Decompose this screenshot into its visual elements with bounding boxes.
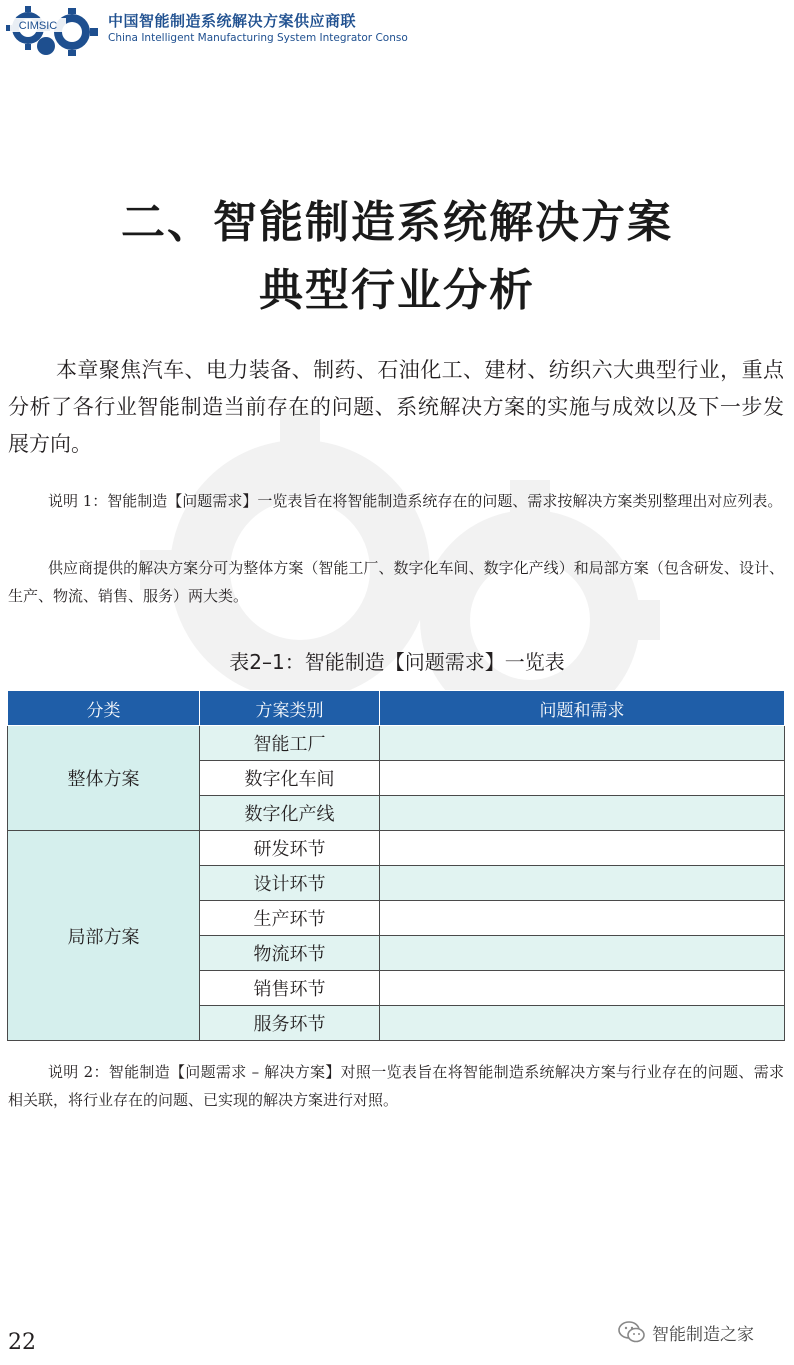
wechat-account-name: 智能制造之家 — [652, 1324, 754, 1345]
problems-cell — [380, 866, 785, 901]
solution-type-cell: 数字化车间 — [200, 761, 380, 796]
solution-type-cell: 设计环节 — [200, 866, 380, 901]
solution-type-cell: 物流环节 — [200, 936, 380, 971]
solution-type-cell: 智能工厂 — [200, 726, 380, 761]
note-1: 说明 1：智能制造【问题需求】一览表旨在将智能制造系统存在的问题、需求按解决方案类别整理出对应列表。 — [48, 492, 783, 510]
problems-cell — [380, 1006, 785, 1041]
problems-cell — [380, 936, 785, 971]
wechat-account[interactable] — [618, 1318, 754, 1346]
chapter-title-line-1: 二、智能制造系统解决方案 — [121, 197, 673, 248]
note-2: 说明 2：智能制造【问题需求 – 解决方案】对照一览表旨在将智能制造系统解决方案与行业存在的问题、需求相关联，将行业存在的问题、已实现的解决方案进行对照。 — [8, 1063, 784, 1109]
solution-type-cell: 生产环节 — [200, 901, 380, 936]
chapter-title-line-2: 典型行业分析 — [259, 265, 535, 316]
category-partial: 局部方案 — [8, 831, 200, 1041]
requirements-table — [7, 690, 785, 1041]
logo-text: CIMSIC — [18, 20, 58, 32]
page-header — [6, 2, 408, 58]
table-header-row — [8, 691, 785, 726]
org-name-cn: 中国智能制造系统解决方案供应商联 — [108, 12, 357, 30]
header-solution-type: 方案类别 — [200, 691, 380, 726]
page-number: 22 — [8, 1330, 36, 1355]
problems-cell — [380, 761, 785, 796]
table-row — [8, 726, 785, 761]
note-1-supplier-solutions: 供应商提供的解决方案分可为整体方案（智能工厂、数字化车间、数字化产线）和局部方案（包含研发、设计、生产、物流、销售、服务）两大类。 — [8, 559, 784, 605]
solution-type-cell: 销售环节 — [200, 971, 380, 1006]
wechat-icon — [618, 1320, 646, 1344]
problems-cell — [380, 726, 785, 761]
cimsic-gear-logo-icon — [6, 2, 102, 58]
intro-paragraph: 本章聚焦汽车、电力装备、制药、石油化工、建材、纺织六大典型行业，重点分析了各行业智能制造当前存在的问题、系统解决方案的实施与成效以及下一步发展方向。 — [8, 358, 784, 456]
problems-cell — [380, 831, 785, 866]
header-category: 分类 — [8, 691, 200, 726]
solution-type-cell: 服务环节 — [200, 1006, 380, 1041]
org-name-en: China Intelligent Manufacturing System Integrator Conso — [108, 32, 408, 44]
table-caption: 表2–1：智能制造【问题需求】一览表 — [229, 650, 565, 674]
category-overall: 整体方案 — [8, 726, 200, 831]
table-row — [8, 831, 785, 866]
problems-cell — [380, 971, 785, 1006]
solution-type-cell: 数字化产线 — [200, 796, 380, 831]
problems-cell — [380, 796, 785, 831]
header-problems-needs: 问题和需求 — [380, 691, 785, 726]
solution-type-cell: 研发环节 — [200, 831, 380, 866]
problems-cell — [380, 901, 785, 936]
